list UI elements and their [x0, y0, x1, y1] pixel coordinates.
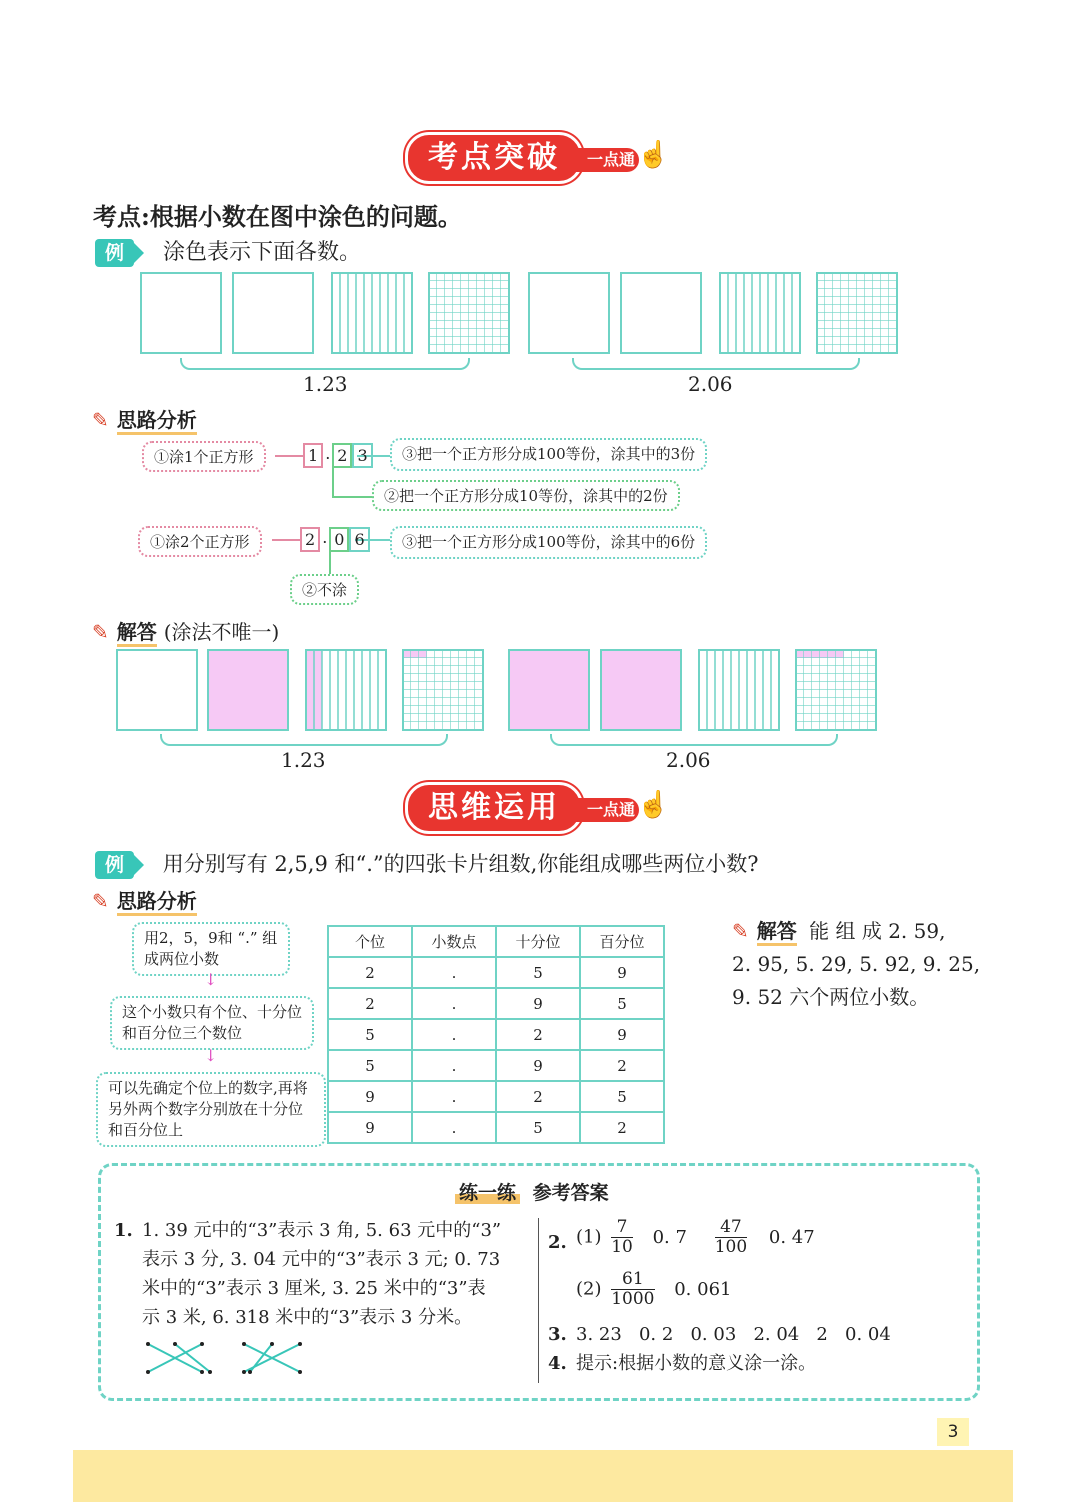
- banner-title: 思维运用: [405, 782, 583, 834]
- arrow-down-icon: ↓: [204, 970, 218, 989]
- footer-band: [73, 1450, 1013, 1502]
- analysis-step: ②把一个正方形分成10等份，涂其中的2份: [372, 480, 680, 511]
- square-whole: [620, 272, 702, 354]
- q3-number: 3.: [548, 1324, 567, 1345]
- matching-lines-figure: [140, 1338, 315, 1380]
- brace: [550, 734, 838, 746]
- analysis-step: ①涂1个正方形: [142, 441, 266, 472]
- fraction: $\frac{7}{10}$: [611, 1217, 633, 1257]
- table-row: [328, 1050, 664, 1081]
- table-cell: .: [412, 1019, 496, 1050]
- table-header-row: [328, 926, 664, 957]
- table-row: [328, 1019, 664, 1050]
- table-cell: 5: [328, 1050, 412, 1081]
- q1-line: 示 3 米, 6. 318 米中的“3”表示 3 分米。: [142, 1307, 473, 1328]
- fraction: $\frac{47}{100}$: [714, 1217, 748, 1257]
- reasoning-step: 用2，5，9和 “.” 组成两位小数: [132, 922, 290, 976]
- q1-line: 米中的“3”表示 3 厘米, 3. 25 米中的“3”表: [142, 1278, 486, 1299]
- table-cell: .: [412, 1112, 496, 1143]
- digit-cards: [300, 527, 370, 552]
- q3-text: 3. 23 0. 2 0. 03 2. 04 2 0. 04: [576, 1324, 891, 1345]
- table-cell: .: [412, 1050, 496, 1081]
- table-cell: 5: [580, 1081, 664, 1112]
- square-whole: [232, 272, 314, 354]
- table-row: [328, 1112, 664, 1143]
- table-cell: 2: [496, 1019, 580, 1050]
- q1-line: 表示 3 分, 3. 04 元中的“3”表示 3 元; 0. 73: [142, 1249, 501, 1270]
- square-tenths: [698, 649, 780, 731]
- table-cell: 9: [580, 957, 664, 988]
- q2-part1: (1) $\frac{7}{10}$ 0. 7 $\frac{47}{100}$ 0. 47: [576, 1217, 815, 1257]
- square-hundredths-shaded: [402, 649, 484, 731]
- q4-number: 4.: [548, 1353, 567, 1374]
- q4-text: 提示:根据小数的意义涂一涂。: [576, 1353, 817, 1374]
- analysis-step: ③把一个正方形分成100等份，涂其中的6份: [390, 526, 707, 559]
- section-banner-siwei: [405, 782, 670, 834]
- square-whole-shaded: [508, 649, 590, 731]
- pencil-icon: ✎: [92, 620, 109, 644]
- answer-note: (涂法不唯一): [163, 620, 280, 644]
- table-cell: 2: [328, 988, 412, 1019]
- analysis-heading: ✎ 思路分析: [92, 404, 197, 433]
- pencil-icon: ✎: [732, 919, 749, 943]
- brace: [572, 358, 860, 370]
- table-cell: 2: [496, 1081, 580, 1112]
- table-header: 小数点: [412, 926, 496, 957]
- digit-card: 3: [352, 443, 372, 468]
- reasoning-step: 可以先确定个位上的数字,再将另外两个数字分别放在十分位和百分位上: [96, 1072, 326, 1147]
- hand-pointer-icon: ☝: [637, 790, 670, 820]
- column-divider: [538, 1218, 539, 1383]
- q1-line: 1. 39 元中的“3”表示 3 角, 5. 63 元中的“3”: [142, 1220, 502, 1241]
- answer2-line: 2. 95, 5. 29, 5. 92, 9. 25,: [732, 952, 981, 976]
- section-banner-kaodian: [405, 132, 670, 184]
- example1-text: 涂色表示下面各数。: [163, 240, 362, 265]
- digit-card: 2: [300, 527, 320, 552]
- table-row: [328, 957, 664, 988]
- analysis-step: ②不涂: [290, 574, 359, 605]
- banner-title: 考点突破: [405, 132, 583, 184]
- digit-card: 2: [332, 443, 352, 468]
- square-hundredths: [816, 272, 898, 354]
- digit-card: 1: [303, 443, 323, 468]
- example1-row: [95, 235, 361, 267]
- table-row: [328, 1081, 664, 1112]
- q2-part2: (2) $\frac{61}{1000}$ 0. 061: [576, 1269, 732, 1309]
- digit-card: 6: [349, 527, 369, 552]
- digit-cards: [303, 443, 373, 468]
- table-cell: 9: [580, 1019, 664, 1050]
- practice-title: 练一练: [455, 1182, 520, 1204]
- q1-text: [142, 1216, 534, 1332]
- arrow-down-icon: ↓: [204, 1046, 218, 1065]
- fraction: $\frac{61}{1000}$: [611, 1269, 655, 1309]
- table-cell: .: [412, 957, 496, 988]
- square-tenths: [719, 272, 801, 354]
- square-whole-shaded: [600, 649, 682, 731]
- table-cell: 2: [328, 957, 412, 988]
- q1-number: 1.: [114, 1220, 133, 1241]
- analysis-heading: ✎ 思路分析: [92, 885, 197, 914]
- square-tenths-shaded: [305, 649, 387, 731]
- kaodian-heading: 考点:根据小数在图中涂色的问题。: [93, 202, 462, 231]
- table-cell: 2: [580, 1112, 664, 1143]
- answer2-line: 9. 52 六个两位小数。: [732, 985, 930, 1009]
- reasoning-step: 这个小数只有个位、十分位和百分位三个数位: [110, 996, 314, 1050]
- square-whole: [116, 649, 198, 731]
- page-number: 3: [937, 1418, 969, 1446]
- practice-heading: [455, 1178, 609, 1205]
- number-label: 2.06: [666, 748, 711, 772]
- number-label: 2.06: [688, 372, 733, 396]
- square-hundredths-shaded: [795, 649, 877, 731]
- number-label: 1.23: [281, 748, 326, 772]
- pencil-icon: ✎: [92, 889, 109, 913]
- square-whole: [140, 272, 222, 354]
- table-cell: 5: [328, 1019, 412, 1050]
- answer-heading: ✎ 解答: [732, 919, 797, 943]
- pencil-icon: ✎: [92, 408, 109, 432]
- table-header: 百分位: [580, 926, 664, 957]
- example2-row: [95, 848, 759, 879]
- table-cell: 5: [496, 957, 580, 988]
- example-tag: 例: [95, 851, 134, 879]
- digit-card: .: [325, 444, 331, 463]
- digit-table: [327, 925, 665, 1144]
- square-whole: [528, 272, 610, 354]
- table-cell: 9: [328, 1112, 412, 1143]
- digit-card: 0: [329, 527, 349, 552]
- table-cell: 9: [328, 1081, 412, 1112]
- table-header: 个位: [328, 926, 412, 957]
- table-cell: 2: [580, 1050, 664, 1081]
- table-cell: .: [412, 988, 496, 1019]
- table-cell: .: [412, 1081, 496, 1112]
- analysis-step: ③把一个正方形分成100等份，涂其中的3份: [390, 438, 707, 471]
- table-cell: 5: [496, 1112, 580, 1143]
- example-tag: 例: [95, 239, 134, 267]
- answer-heading: ✎ 解答 (涂法不唯一): [92, 616, 279, 645]
- analysis-step: ①涂2个正方形: [138, 526, 262, 557]
- banner-tail: 一点通: [575, 798, 639, 822]
- hand-pointer-icon: ☝: [637, 140, 670, 170]
- example2-text: 用分别写有 2,5,9 和“.”的四张卡片组数,你能组成哪些两位小数?: [162, 852, 759, 876]
- table-header: 十分位: [496, 926, 580, 957]
- square-whole-shaded: [207, 649, 289, 731]
- table-cell: 5: [580, 988, 664, 1019]
- number-label: 1.23: [303, 372, 348, 396]
- banner-tail: 一点通: [575, 148, 639, 172]
- table-cell: 9: [496, 1050, 580, 1081]
- digit-card: .: [322, 528, 328, 547]
- table-cell: 9: [496, 988, 580, 1019]
- table-row: [328, 988, 664, 1019]
- answer2-line: ✎ 解答 能 组 成 2. 59,: [732, 915, 992, 948]
- q2-number: 2.: [548, 1232, 567, 1253]
- square-tenths: [331, 272, 413, 354]
- square-hundredths: [428, 272, 510, 354]
- practice-subtitle: 参考答案: [532, 1182, 609, 1204]
- brace: [180, 358, 470, 370]
- answer2-block: [732, 915, 992, 1014]
- brace: [160, 734, 448, 746]
